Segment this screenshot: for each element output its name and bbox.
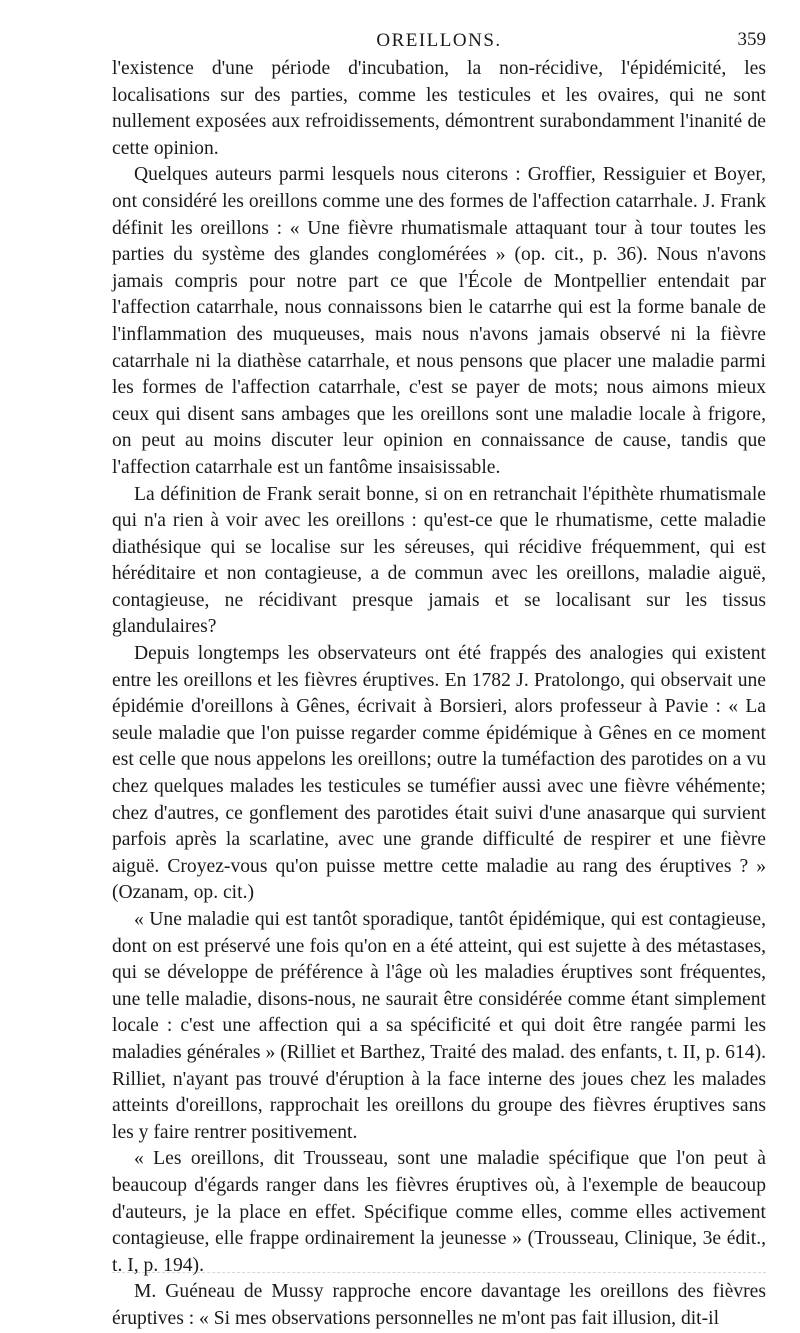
paragraph: « Les oreillons, dit Trousseau, sont une maladie spécifique que l'on peut à beaucoup d'égards ranger dans les fièvres éruptives où, à l'exemple de beaucoup d'auteurs, je la place en effet. Spécifique comme elles, comme elles activement contagieuse, elle frappe ordinairement la jeunesse » (Trousseau, Clinique, 3e édit., t. I, p. 194). xyxy=(112,1148,766,1276)
page-header xyxy=(112,22,766,56)
paragraph: « Une maladie qui est tantôt sporadique, tantôt épidémique, qui est contagieuse, dont on est préservé une fois qu'on en a été atteint, qui est sujette à des métastases, qui se développe de préférence à l'âge où les maladies éruptives sont fréquentes, une telle maladie, disons-nous, ne saurait être considérée comme étant simplement locale : c'est une affection qui a sa spécificité et qui doit être rangée parmi les maladies générales » (Rilliet et Barthez, Traité des malad. des enfants, t. II, p. 614). Rilliet, n'ayant pas trouvé d'éruption à la face interne des joues chez les malades atteints d'oreillons, rapprochait les oreillons du groupe des fièvres éruptives sans les y faire rentrer positivement. xyxy=(112,909,766,1143)
paragraph: l'existence d'une période d'incubation, la non-récidive, l'épidémicité, les localisations sur des parties, comme les testicules et les ovaires, qui ne sont nullement exposées aux refroidissements, démontrent surabondamment l'inanité de cette opinion. xyxy=(112,58,766,159)
paragraph: M. Guéneau de Mussy rapproche encore davantage les oreillons des fièvres éruptives : « Si mes observations personnelles ne m'ont pas fait illusion, dit-il xyxy=(112,1281,766,1329)
paragraph: La définition de Frank serait bonne, si on en retranchait l'épithète rhumatismale qui n'a rien à voir avec les oreillons : qu'est-ce que le rhumatisme, cette maladie diathésique qui se localise sur les séreuses, qui récidive fréquemment, qui est héréditaire et non contagieuse, a de commun avec les oreillons, maladie aiguë, contagieuse, ne récidivant presque jamais et se localisant sur les tissus glandulaires? xyxy=(112,483,766,638)
running-title: OREILLONS. xyxy=(376,30,502,51)
page-number: 359 xyxy=(737,29,766,50)
paragraph: Quelques auteurs parmi lesquels nous citerons : Groffier, Ressiguier et Boyer, ont considéré les oreillons comme une des formes de l'affection catarrhale. J. Frank définit les oreillons : « Une fièvre rhumatismale attaquant tour à tour toutes les parties du système des glandes conglomérées » (op. cit., p. 36). Nous n'avons jamais compris pour notre part ce que l'École de Montpellier entendait par l'affection catarrhale, nous connaissons bien le catarrhe qui est la forme banale de l'inflammation des muqueuses, mais nous n'avons jamais observé ni la fièvre catarrhale ni la diathèse catarrhale, et nous pensons que placer une maladie parmi les formes de l'affection catarrhale, c'est se payer de mots; nous aimons mieux ceux qui disent sans ambages que les oreillons sont une maladie locale à frigore, on peut au moins discuter leur opinion en connaissance de cause, tandis que l'affection catarrhale est un fantôme insaisissable. xyxy=(112,164,766,478)
paragraph: Depuis longtemps les observateurs ont été frappés des analogies qui existent entre les oreillons et les fièvres éruptives. En 1782 J. Pratolongo, qui observait une épidémie d'oreillons à Gênes, écrivait à Borsieri, alors professeur à Pavie : « La seule maladie que l'on puisse regarder comme épidémique à Gênes en ce moment est celle que nous appelons les oreillons; outre la tuméfaction des parotides on a vu chez quelques malades les testicules se tuméfier aussi avec une fièvre véhémente; chez d'autres, ce gonflement des parotides était suivi d'une anasarque qui survient parfois après la scarlatine, avec une grande difficulté de respirer et une fièvre aiguë. Croyez-vous qu'on puisse mettre cette maladie au rang des éruptives ? » (Ozanam, op. cit.) xyxy=(112,643,766,904)
bottom-margin-rule xyxy=(112,1272,766,1273)
body-text xyxy=(112,56,766,1333)
